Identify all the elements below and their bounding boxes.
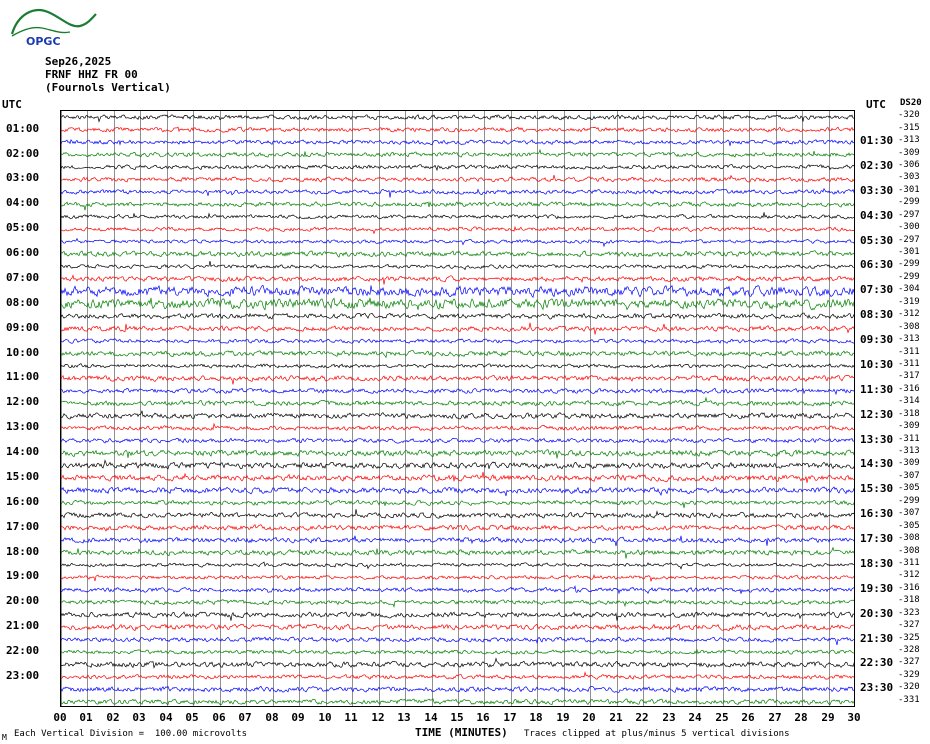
row-time-label-left: 12:00 — [6, 395, 40, 409]
seismic-trace — [61, 140, 855, 146]
row-amplitude-value: -327 — [898, 620, 920, 631]
trace-layer — [61, 111, 855, 707]
x-axis-tick: 22 — [635, 711, 649, 724]
row-time-label-left: 09:00 — [6, 320, 40, 334]
station-code: FRNF HHZ FR 00 — [45, 68, 138, 81]
row-amplitude-value: -314 — [898, 396, 920, 407]
row-amplitude-value: -311 — [898, 346, 920, 357]
row-amplitude-value: -309 — [898, 458, 920, 469]
row-amplitude-value: -297 — [898, 234, 920, 245]
row-amplitude-value: -299 — [898, 197, 920, 208]
row-time-label-left: 04:00 — [6, 196, 40, 210]
row-time-label-right: 22:30 — [860, 656, 894, 670]
clip-note: Traces clipped at plus/minus 5 vertical divisions — [524, 729, 790, 739]
x-axis-tick: 10 — [318, 711, 332, 724]
seismic-trace — [61, 424, 855, 431]
row-amplitude-value: -313 — [898, 334, 920, 345]
row-amplitude-value: -316 — [898, 582, 920, 593]
row-time-label-left: 11:00 — [6, 370, 40, 384]
row-time-label-right: 04:30 — [860, 208, 894, 222]
x-axis-tick: 27 — [768, 711, 782, 724]
row-amplitude-value: -299 — [898, 271, 920, 282]
x-axis-tick: 28 — [794, 711, 808, 724]
row-amplitude-value: -313 — [898, 135, 920, 146]
row-time-label-right: 23:30 — [860, 681, 894, 695]
row-time-label-right: 05:30 — [860, 233, 894, 247]
row-amplitude-value: -300 — [898, 222, 920, 233]
row-time-label-left: 21:00 — [6, 619, 40, 633]
row-amplitude-value: -309 — [898, 147, 920, 158]
row-amplitude-value: -325 — [898, 632, 920, 643]
x-axis-tick: 12 — [371, 711, 385, 724]
seismic-trace — [61, 339, 855, 344]
row-time-label-left: 10:00 — [6, 345, 40, 359]
row-time-label-left: 01:00 — [6, 121, 40, 135]
seismic-trace — [61, 227, 855, 234]
row-amplitude-value: -315 — [898, 122, 920, 133]
seismic-trace — [61, 175, 855, 182]
x-axis-tick: 15 — [450, 711, 464, 724]
svg-text:OPGC: OPGC — [26, 35, 61, 48]
row-amplitude-value: -301 — [898, 247, 920, 258]
seismic-trace — [61, 298, 855, 310]
seismic-trace — [61, 600, 855, 607]
seismic-trace — [61, 313, 855, 319]
x-axis-tick: 23 — [662, 711, 676, 724]
row-amplitude-value: -329 — [898, 669, 920, 680]
row-time-label-right: 17:30 — [860, 532, 894, 546]
row-time-label-left: 14:00 — [6, 445, 40, 459]
station-site-name: (Fournols Vertical) — [45, 81, 171, 94]
row-amplitude-value: -318 — [898, 595, 920, 606]
seismic-trace — [61, 509, 855, 518]
row-time-label-right: 11:30 — [860, 382, 894, 396]
row-time-label-right: 20:30 — [860, 606, 894, 620]
row-time-label-right: 01:30 — [860, 134, 894, 148]
seismic-trace — [61, 575, 855, 581]
seismic-trace — [61, 650, 855, 654]
row-amplitude-value: -303 — [898, 172, 920, 183]
x-axis-tick: 11 — [344, 711, 358, 724]
seismic-trace — [61, 699, 855, 705]
row-amplitude-value: -308 — [898, 321, 920, 332]
row-amplitude-value: -312 — [898, 570, 920, 581]
seismic-trace — [61, 548, 855, 559]
x-axis-tick: 26 — [741, 711, 755, 724]
row-time-label-right: 21:30 — [860, 631, 894, 645]
row-amplitude-value: -331 — [898, 694, 920, 705]
row-amplitude-value: -323 — [898, 607, 920, 618]
seismic-trace — [61, 275, 855, 284]
seismic-trace — [61, 487, 855, 496]
x-axis-tick: 19 — [556, 711, 570, 724]
row-amplitude-value: -308 — [898, 533, 920, 544]
ds-label: DS20 — [900, 98, 922, 108]
row-time-label-left: 16:00 — [6, 494, 40, 508]
row-amplitude-value: -316 — [898, 383, 920, 394]
seismic-trace — [61, 562, 855, 569]
row-time-label-right: 10:30 — [860, 357, 894, 371]
seismic-trace — [61, 375, 855, 384]
seismic-trace — [61, 364, 855, 369]
row-time-label-left: 13:00 — [6, 420, 40, 434]
seismic-trace — [61, 212, 855, 219]
seismic-trace — [61, 450, 855, 459]
seismic-trace — [61, 189, 855, 198]
row-time-label-right: 06:30 — [860, 258, 894, 272]
x-axis-tick: 07 — [238, 711, 252, 724]
seismic-trace — [61, 637, 855, 645]
row-time-label-left: 15:00 — [6, 469, 40, 483]
row-amplitude-value: -307 — [898, 470, 920, 481]
seismic-trace — [61, 686, 855, 692]
row-amplitude-value: -320 — [898, 110, 920, 121]
x-axis-tick: 14 — [424, 711, 438, 724]
row-amplitude-value: -311 — [898, 557, 920, 568]
row-amplitude-value: -304 — [898, 284, 920, 295]
row-time-label-right: 15:30 — [860, 482, 894, 496]
row-time-label-left: 07:00 — [6, 270, 40, 284]
seismic-trace — [61, 624, 855, 630]
row-amplitude-value: -317 — [898, 371, 920, 382]
row-time-label-left: 05:00 — [6, 221, 40, 235]
row-time-label-right: 13:30 — [860, 432, 894, 446]
row-time-label-right: 09:30 — [860, 333, 894, 347]
row-time-label-left: 18:00 — [6, 544, 40, 558]
seismic-trace — [61, 285, 855, 297]
seismic-trace — [61, 115, 855, 122]
row-time-label-left: 23:00 — [6, 668, 40, 682]
row-amplitude-value: -328 — [898, 645, 920, 656]
seismic-trace — [61, 612, 855, 621]
seismic-trace — [61, 127, 855, 132]
row-time-label-right: 02:30 — [860, 158, 894, 172]
row-time-label-left: 22:00 — [6, 644, 40, 658]
row-amplitude-value: -305 — [898, 520, 920, 531]
row-time-label-left: 08:00 — [6, 295, 40, 309]
corner-mark: M — [2, 733, 7, 742]
row-time-label-left: 19:00 — [6, 569, 40, 583]
row-amplitude-value: -313 — [898, 446, 920, 457]
seismic-trace — [61, 659, 855, 668]
row-time-label-right: 14:30 — [860, 457, 894, 471]
utc-label-left: UTC — [2, 98, 22, 111]
row-amplitude-value: -297 — [898, 209, 920, 220]
chart-date: Sep26,2025 — [45, 55, 112, 68]
x-axis-tick: 02 — [106, 711, 120, 724]
row-time-label-right: 12:30 — [860, 407, 894, 421]
row-amplitude-value: -311 — [898, 433, 920, 444]
x-axis-tick: 30 — [847, 711, 861, 724]
seismogram-plot — [60, 110, 855, 707]
row-time-label-right: 16:30 — [860, 507, 894, 521]
x-axis-tick: 18 — [529, 711, 543, 724]
seismic-trace — [61, 525, 855, 531]
row-time-label-left: 02:00 — [6, 146, 40, 160]
x-axis-tick: 09 — [291, 711, 305, 724]
x-axis-tick: 08 — [265, 711, 279, 724]
row-amplitude-value: -319 — [898, 296, 920, 307]
seismic-trace — [61, 351, 855, 358]
utc-label-right: UTC — [866, 98, 886, 111]
seismic-trace — [61, 411, 855, 419]
x-axis-tick: 00 — [53, 711, 67, 724]
seismic-trace — [61, 150, 855, 157]
row-time-label-left: 03:00 — [6, 171, 40, 185]
seismic-trace — [61, 398, 855, 406]
scale-note: Each Vertical Division = 100.00 microvolts — [14, 729, 247, 739]
x-axis-tick: 04 — [159, 711, 173, 724]
x-axis-tick: 06 — [212, 711, 226, 724]
x-axis-tick: 24 — [688, 711, 702, 724]
seismic-trace — [61, 202, 855, 211]
row-amplitude-value: -308 — [898, 545, 920, 556]
row-amplitude-value: -327 — [898, 657, 920, 668]
seismic-trace — [61, 251, 855, 257]
row-amplitude-value: -305 — [898, 483, 920, 494]
row-amplitude-value: -311 — [898, 358, 920, 369]
x-axis-tick: 20 — [582, 711, 596, 724]
seismic-trace — [61, 323, 855, 335]
seismic-trace — [61, 500, 855, 508]
x-axis-label: TIME (MINUTES) — [415, 726, 508, 739]
x-axis-tick: 29 — [821, 711, 835, 724]
row-amplitude-value: -299 — [898, 259, 920, 270]
seismic-trace — [61, 586, 855, 594]
row-time-label-right: 18:30 — [860, 556, 894, 570]
seismic-trace — [61, 460, 855, 469]
row-time-label-right: 07:30 — [860, 283, 894, 297]
row-time-label-right: 08:30 — [860, 308, 894, 322]
row-time-label-right: 19:30 — [860, 581, 894, 595]
row-amplitude-value: -312 — [898, 309, 920, 320]
seismic-trace — [61, 536, 855, 546]
x-axis-tick: 21 — [609, 711, 623, 724]
seismic-trace — [61, 239, 855, 247]
row-amplitude-value: -309 — [898, 421, 920, 432]
x-axis-tick: 25 — [715, 711, 729, 724]
row-time-label-left: 17:00 — [6, 519, 40, 533]
row-amplitude-value: -306 — [898, 159, 920, 170]
x-axis-tick: 01 — [79, 711, 93, 724]
x-axis-tick: 17 — [503, 711, 517, 724]
row-amplitude-value: -320 — [898, 682, 920, 693]
row-time-label-left: 06:00 — [6, 246, 40, 260]
seismic-trace — [61, 472, 855, 483]
x-axis-tick: 16 — [476, 711, 490, 724]
row-time-label-right: 03:30 — [860, 183, 894, 197]
x-axis-tick: 13 — [397, 711, 411, 724]
row-amplitude-value: -301 — [898, 184, 920, 195]
x-axis-tick: 05 — [185, 711, 199, 724]
ogsa-logo-icon — [8, 4, 100, 48]
row-amplitude-value: -318 — [898, 408, 920, 419]
seismic-trace — [61, 438, 855, 443]
seismic-trace — [61, 261, 855, 270]
seismic-trace — [61, 672, 855, 679]
row-time-label-left: 20:00 — [6, 594, 40, 608]
row-amplitude-value: -299 — [898, 495, 920, 506]
row-amplitude-value: -307 — [898, 508, 920, 519]
x-axis-tick: 03 — [132, 711, 146, 724]
seismic-trace — [61, 165, 855, 171]
seismic-trace — [61, 388, 855, 394]
